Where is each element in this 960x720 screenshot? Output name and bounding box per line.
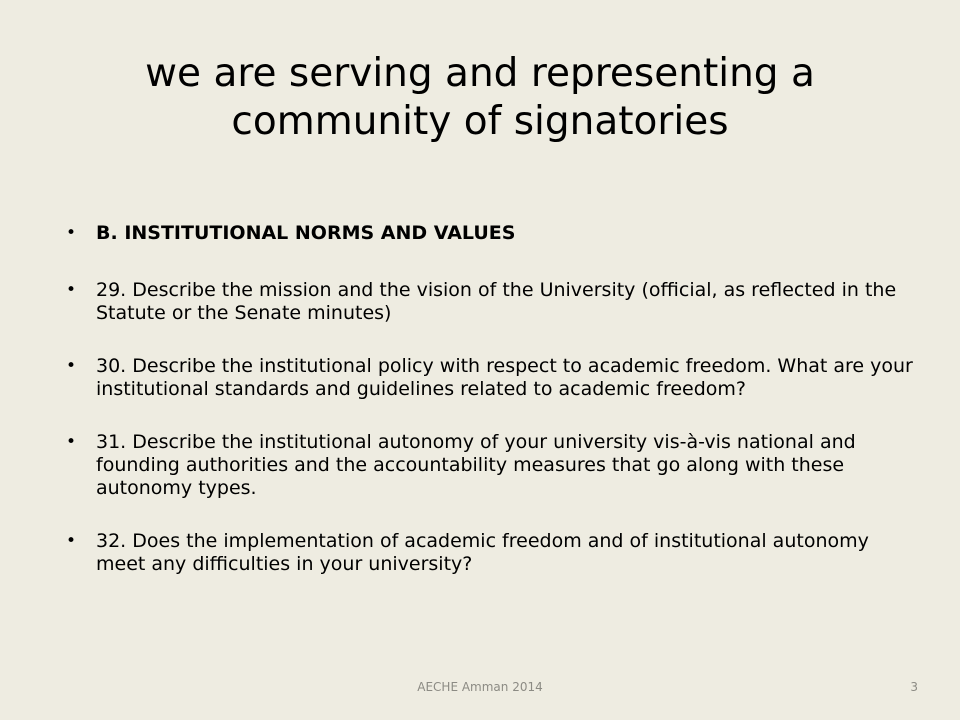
bullet-item-29 (66, 279, 916, 325)
bullet-text: 31. Describe the institutional autonomy of your university vis-à-vis national and founding authorities and the accountability measures that go along with these autonomy types. (96, 431, 856, 499)
footer-text: AECHE Amman 2014 (417, 680, 543, 694)
bullet-item-30 (66, 355, 916, 401)
bullet-icon: • (66, 356, 77, 376)
section-heading: B. INSTITUTIONAL NORMS AND VALUES (96, 222, 516, 244)
bullet-icon: • (66, 531, 77, 551)
bullet-text: 32. Does the implementation of academic freedom and of institutional autonomy meet any difficulties in your university? (96, 530, 869, 575)
bullet-icon: • (66, 432, 77, 452)
bullet-text: 29. Describe the mission and the vision of the University (official, as reflected in the Statute or the Senate minutes) (96, 279, 897, 324)
bullet-item-31 (66, 431, 916, 500)
slide-title: we are serving and representing a community of signatories (145, 51, 815, 144)
bullet-item-32 (66, 530, 916, 576)
bullet-icon: • (66, 223, 77, 243)
slide-number: 3 (910, 680, 918, 694)
bullet-text: 30. Describe the institutional policy with respect to academic freedom. What are your institutional standards and guidelines related to academic freedom? (96, 355, 913, 400)
bullet-list (66, 222, 916, 606)
bullet-item-section-heading (66, 222, 916, 245)
bullet-icon: • (66, 280, 77, 300)
